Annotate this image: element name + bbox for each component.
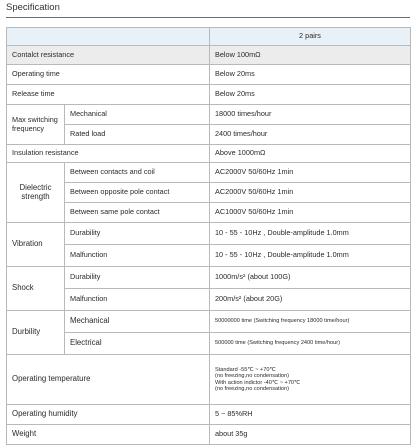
table-row (7, 267, 411, 289)
table-row (7, 85, 411, 105)
row-value: Below 100mΩ (210, 46, 411, 65)
row-sublabel: Between opposite pole contact (65, 183, 210, 203)
row-value: 18000 times/hour (210, 105, 411, 125)
row-sublabel: Between same pole contact (65, 203, 210, 223)
table-row (7, 311, 411, 333)
temperature-line: With action indictor -40℃ ~ +70℃ (215, 379, 301, 386)
row-value: 2400 times/hour (210, 125, 411, 145)
table-row (7, 183, 411, 203)
row-value: 50000000 time (Switching frequency 18000 time/hour) (210, 311, 411, 333)
row-value: 1000m/s² (about 100G) (210, 267, 411, 289)
row-sublabel: Malfunction (65, 289, 210, 311)
row-sublabel: Mechanical (65, 105, 210, 125)
row-label: Release time (7, 85, 210, 105)
table-row (7, 289, 411, 311)
table-row (7, 203, 411, 223)
temperature-line: Standard -55℃ ~ +70℃ (215, 366, 276, 373)
row-value: AC1000V 50/60Hz 1min (210, 203, 411, 223)
heading-divider (6, 17, 410, 18)
row-label: Operating temperature (7, 355, 210, 405)
table-row (7, 145, 411, 163)
table-row (7, 245, 411, 267)
specification-table (6, 27, 411, 445)
row-value: AC2000V 50/60Hz 1min (210, 183, 411, 203)
table-row (7, 65, 411, 85)
row-sublabel: Durability (65, 267, 210, 289)
temperature-value-cell (210, 355, 411, 405)
row-value: Above 1000mΩ (210, 145, 411, 163)
table-row (7, 333, 411, 355)
table-row (7, 105, 411, 125)
row-value: 10 - 55 - 10Hz , Double-amplitude 1.0mm (210, 245, 411, 267)
row-label: Weight (7, 425, 210, 445)
table-row (7, 425, 411, 445)
table-row (7, 405, 411, 425)
row-value: 200m/s² (about 20G) (210, 289, 411, 311)
row-value: AC2000V 50/60Hz 1min (210, 163, 411, 183)
row-value: about 35g (210, 425, 411, 445)
row-value: Below 20ms (210, 65, 411, 85)
row-group-label: Durbility (7, 311, 65, 355)
header-2-pairs: 2 pairs (210, 28, 411, 46)
row-group-label: Dielectric strength (7, 163, 65, 223)
row-sublabel: Malfunction (65, 245, 210, 267)
table-row (7, 125, 411, 145)
row-sublabel: Mechanical (65, 311, 210, 333)
row-sublabel: Electrical (65, 333, 210, 355)
temperature-line: (no freezing,no condensation) (215, 385, 290, 392)
row-group-label: Shock (7, 267, 65, 311)
table-header-row (7, 28, 411, 46)
row-label: Insulation resistance (7, 145, 210, 163)
table-row (7, 223, 411, 245)
row-value: 5 ~ 85%RH (210, 405, 411, 425)
row-value: 500000 time (Switching frequency 2400 time/hour) (210, 333, 411, 355)
table-row (7, 163, 411, 183)
row-label: Contalct resistance (7, 46, 210, 65)
row-label: Operating humidity (7, 405, 210, 425)
header-blank-cell (7, 28, 210, 46)
row-sublabel: Rated load (65, 125, 210, 145)
row-value: Below 20ms (210, 85, 411, 105)
row-group-label: Vibration (7, 223, 65, 267)
row-group-label: Max switching frequency (7, 105, 65, 145)
row-sublabel: Between contacts and coil (65, 163, 210, 183)
page-heading: Specification (6, 2, 60, 13)
table-row (7, 355, 411, 405)
table-row (7, 46, 411, 65)
row-sublabel: Durability (65, 223, 210, 245)
row-value: 10 - 55 - 10Hz , Double-amplitude 1.0mm (210, 223, 411, 245)
row-label: Operating time (7, 65, 210, 85)
temperature-line: (no freezing,no condensation) (215, 373, 290, 380)
